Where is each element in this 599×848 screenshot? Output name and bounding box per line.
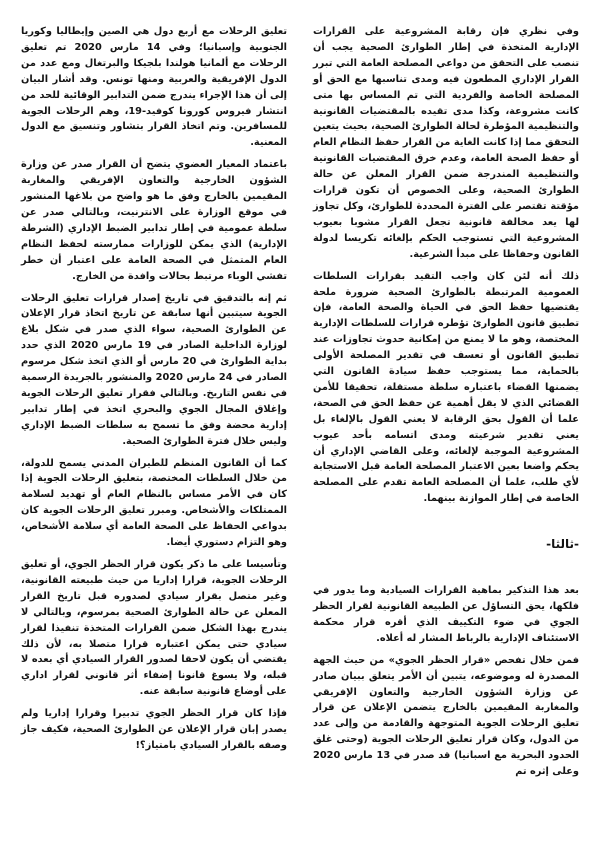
paragraph: فمن خلال تفحص «قرار الحظر الجوي» من حيث الجهة المصدرة له وموضوعه، يتبين أن الأمر يتعلق ببيان صادر عن وزارة الشؤون الخارجية والتعاون الإفريقي والمغاربة المقيمين بالخارج يتضمن الإعلان عن قرار تعليق الرحلات الجوية المتوجهة والقادمة من وإلى عدد من الدول، وكان قرار تعليق الرحلات الجوية (وحتى غلق الحدود البحرية مع اسبانيا) قد صدر في 13 مارس 2020 وعلى إثره تم [313,654,579,778]
paragraph: ذلك أنه لئن كان واجب التقيد بقرارات السلطات العمومية المرتبطة بالطوارئ الصحية ضرورة ملحة يقتضيها حفظ الحق في الحياة والصحة العامة، فإن تطبيق قانون الطوارئ تؤطره قرارات للسلطات الإدارية المختصة، وهو ما لا يمنع من إمكانية حدوث تجاوزات عند تطبيق القانون أو تعسف في تقدير المصلحة الأولى بالحماية، مما يستوجب حفظ سيادة القانون التي يضمنها القضاء باعتباره سلطة مستقلة، تحقيقا للأمن القضائي الذي لا يقل أهمية عن حفظ الحق في الصحة، علما أن القول بحق الرقابة لا يعني القول بالإلغاء بل يعني تقدير شرعيته ومدى اتسامه بأحد عيوب المشروعية الموجبة لإلغائه، وعلى القاضي الإداري أن يحكم واضعا بعين الاعتبار المصلحة العامة قبل الاستجابة لأي طلب، علما أن المصلحة العامة تقدم على المصلحة الخاصة في إطار الموازنة بينهما. [313,270,579,505]
right-column [313,24,579,780]
left-column [21,24,287,754]
paragraph: باعتماد المعيار العضوي يتضح أن القرار صدر عن وزارة الشؤون الخارجية والتعاون الإفريقي والمغاربة المقيمين بالخارج وفق ما هو واضح من بلاغها المنشور في موقع الوزارة على الانترنيت، وبالتالي صدر عن سلطة عمومية في إطار تدابير الضبط الإداري (الشرطة الإدارية) الذي يمكن للوزارات ممارسته لحفظ النظام العام المتمثل في الصحة العامة على اعتبار أن خطر تفشي الوباء مرتبط بحالات وافدة من الخارج. [21,159,287,282]
paragraph: تعليق الرحلات مع أربع دول هي الصين وإيطاليا وكوريا الجنوبية وإسبانيا؛ وفي 14 مارس 2020 تم تعليق الرحلات مع ألمانيا هولندا بلجيكا والبرتغال ومع عدد من الدول الإفريقية والعربية ومنها تونس. وقد أشار البيان إلى أن هذا الإجراء يندرج ضمن التدابير الوقائية للحد من انتشار فيروس كورونا كوفيد-19، وهم الرحلات الجوية للمسافرين. وتم اتخاذ القرار بتشاور وتنسيق مع الدول المعنية. [21,26,288,149]
paragraph: كما أن القانون المنظم للطيران المدني يسمح للدولة، من خلال السلطات المختصة، بتعليق الرحلات الجوية إذا كان في الأمر مساس بالنظام العام أو تهديد لسلامة الممتلكات والأشخاص. ومبرر تعليق الرحلات الجوية كان بدواعي الحفاظ على الصحة العامة أي سلامة الأشخاص، وهو التزام دستوري أيضا. [21,457,287,549]
paragraph: بعد هذا التذكير بماهية القرارات السيادية وما يدور في فلكها، يحق التساؤل عن الطبيعة القانونية لقرار الحظر الجوي في ضوء التكييف الذي أقره قرار محكمة الاستئناف الإدارية بالرباط المشار له أعلاه. [313,585,579,644]
section-heading: -ثالثا- [546,537,579,552]
paragraph: فإذا كان قرار الحظر الجوي تدبيرا وقرارا إداريا ولم يصدر إبان قرار الإعلان عن الطوارئ الصحية، فكيف جاز وصفه بالقرار السيادي بامتياز؟! [21,708,287,751]
paragraph: وتأسيسا على ما ذكر يكون قرار الحظر الجوي، أو تعليق الرحلات الجوية، قرارا إداريا من حيث طبيعته القانونية، وغير متصل بقرار سيادي لصدوره قبل تاريخ القرار المعلن عن حالة الطوارئ الصحية بمرسوم، وبالتالي لا يندرج بهذا الشكل ضمن القرارات المتخذة تنفيذا لقرار سيادي حتى يمكن اعتباره قرارا متصلا به، لأن ذلك يقتضي أن يكون لاحقا لصدور القرار السيادي أي بعده لا قبله، ولا يسوغ قانونا إضفاء أثر قانوني لقرار اداري على أوضاع قانونية سابقة عنه. [21,559,287,698]
paragraph: ثم إنه بالتدقيق في تاريخ إصدار قرارات تعليق الرحلات الجوية سيتبين أنها سابقة عن تاريخ اتخاذ قرار الإعلان عن الطوارئ الصحية، سواء الذي صدر في شكل بلاغ لوزارة الداخلية الصادر في 19 مارس 2020 الذي حدد بداية الطوارئ في 20 مارس أو الذي اتخذ شكل مرسوم الصادر في 24 مارس 2020 والمنشور بالجريدة الرسمية في نفس التاريخ. وبالتالي فقرار تعليق الرحلات الجوية وإغلاق المجال الجوي والبحري اتخذ في إطار تدابير إدارية محضة وفق ما تسمح به سلطات الضبط الإداري وليس خلال فترة الطوارئ الصحية. [21,292,288,447]
paragraph: وفي نظري فإن رقابة المشروعية على القرارات الإدارية المتخذة في إطار الطوارئ الصحية يجب أن تنصب على التحقق من دواعي المصلحة العامة التي تبرر القرار الإداري المطعون فيه ومدى تناسبها مع الحق أو المصلحة الخاصة والفردية التي تم المساس بها متى كانت مشروعة، وكذا مدى تقيده بالمقتضيات القانونية والتنظيمية المؤطرة لحالة الطوارئ الصحية، بحيث يتعين التحقق مما إذا كانت الغاية من القرار حفظ النظام العام أو حفظ الصحة العامة، وعدم خرق المقتضيات القانونية والتنظيمية المندرجة ضمن القرار المعلن عن حالة الطوارئ الصحية، وعلى الخصوص أن تكون قرارات مؤقتة تقتصر على الفترة المحددة للطوارئ، وكل تجاوز لها يعد مخالفة قانونية تجعل القرار مشوبا بعيوب المشروعية التي تستوجب الحكم بإلغائه تكريسا لدولة القانون وحفاظا على مبدأ الشرعية. [313,26,579,260]
